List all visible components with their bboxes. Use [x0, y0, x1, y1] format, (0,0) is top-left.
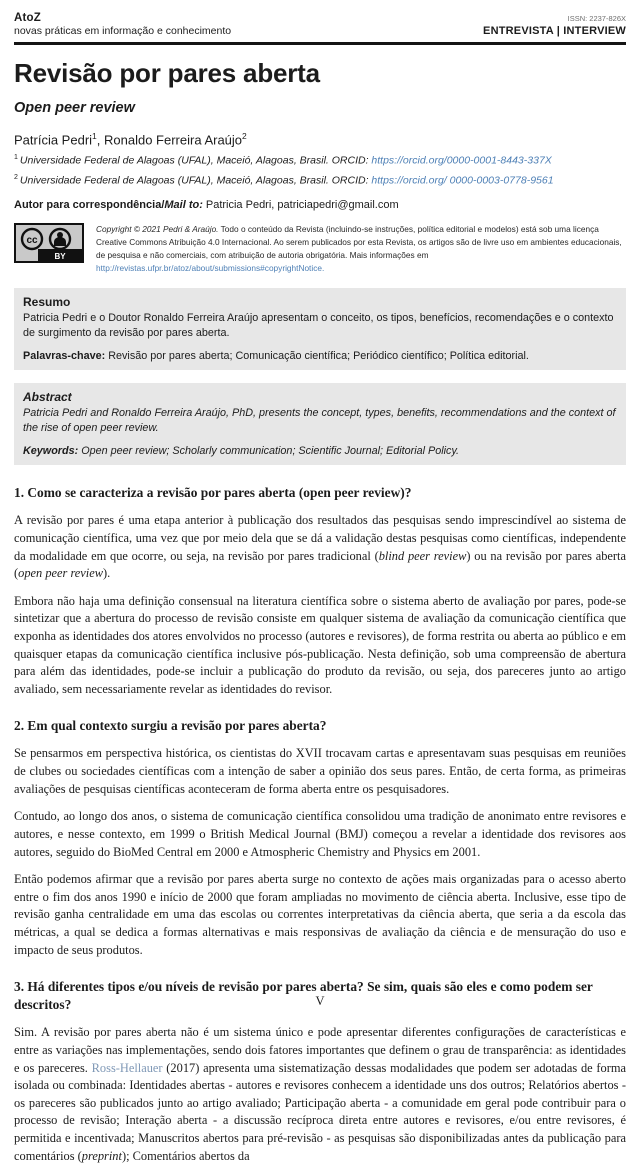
section-2-paragraph-3: Então podemos afirmar que a revisão por pares aberta surge no contexto de ações mais organizadas para o acesso aberto entre o fim dos anos 1990 e início de 2000 que foram ampliadas no movimento de ciência aberta. Inclusive, esse tipo de revisão ganha centralidade em uma das escolas ou correntes interpretativas da ciência aberta, que seria a da escola das métricas, a qual se dedica a formas alternativas e mais responsivas de avaliação da ciência e de mensuração do uso e impacto de seus produtos. — [14, 872, 626, 957]
correspondence-value: Patricia Pedri, patriciapedri@gmail.com — [205, 199, 399, 212]
journal-subtitle: novas práticas em informação e conhecimento — [14, 25, 232, 37]
abstract-heading: Abstract — [23, 389, 72, 404]
affiliation-2-superscript: 2 — [14, 173, 18, 181]
author-2-superscript: 2 — [242, 131, 247, 141]
section-2-heading: 2. Em qual contexto surgiu a revisão por pares aberta? — [14, 718, 327, 734]
emphasis-blind-peer-review: blind peer review — [378, 548, 467, 563]
author-2-name: Ronaldo Ferreira Araújo — [104, 132, 243, 148]
license-text — [96, 223, 626, 274]
header-rule — [14, 42, 626, 45]
cc-by-badge — [14, 223, 84, 268]
section-label: ENTREVISTA | INTERVIEW — [483, 25, 626, 37]
issn-label: ISSN: 2237-826X — [567, 14, 626, 23]
copyright-lead: Copyright © 2021 Pedri & Araújo. — [96, 224, 219, 235]
paragraph-text: ). — [103, 566, 111, 581]
section-1-paragraph-2: Embora não haja uma definição consensual na literatura científica sobre o sistema aberto de avaliação por pares, pode-se sintetizar que a abertura do processo de revisão consiste em qualquer sistema de avaliação da comunicação científica que exponha as identidades dos atores envolvidos no processo (autores e revisores), de forma restrita ou aberta ao público e em quaisquer etapas da comunicação científica inclusive pós-publicação. Nesta definição, sob uma compreensão de abertura para além das identidades, pode-se incluir a publicação do produto da revisão, ou seja, dos pareceres junto ao artigo avaliado, sem necessariamente revelar as identidades do revisor. — [14, 593, 626, 696]
resumo-box — [14, 288, 626, 370]
emphasis-open-peer-review: open peer review — [18, 566, 104, 581]
affiliation-1-superscript: 1 — [14, 154, 18, 162]
palavras-chave-value: Revisão por pares aberta; Comunicação científica; Periódico científico; Política editorial. — [105, 349, 529, 362]
affiliation-2-text: Universidade Federal de Alagoas (UFAL), Maceió, Alagoas, Brasil. ORCID: — [19, 174, 372, 187]
orcid-link-author-1[interactable]: https://orcid.org/0000-0001-8443-337X — [371, 154, 552, 167]
section-1-paragraph-1 — [14, 512, 626, 582]
svg-text:cc: cc — [26, 235, 38, 247]
journal-meta — [483, 14, 626, 37]
paragraph-text: (2017) apresenta uma sistematização dessas modalidades que podem ser adotadas de forma isolada ou combinada: Identidades abertas - autores e revisores conhecem a identidade uns dos outros; Relatórios abertos - os pareceres são publicados junto ao artigo avaliado; Participação aberta - a comunidade em geral pode contribuir para o processo de revisão; Interação aberta - a discussão recíproca direta entre autores e revisores, e/ou entre revisores, é permitida e incentivada; Manuscritos abertos para pré-revisão - as pesquisas são disponibilizadas antes da publicação para comentários ( — [14, 1060, 626, 1163]
keywords-label: Keywords: — [23, 445, 79, 458]
section-2-paragraph-1: Se pensarmos em perspectiva histórica, os cientistas do XVII trocavam cartas e apresentavam suas pesquisas em reuniões de clubes ou sociedades científicas com a intenção de saber a opinião dos seus pares. Então, de certa forma, as primeiras avaliações de pesquisas científicas aconteceram de forma aberta entre os pesquisadores. — [14, 746, 626, 796]
abstract-body: Patricia Pedri and Ronaldo Ferreira Araújo, PhD, presents the concept, types, benefits, recommendations and the context of the rise of open peer review. — [23, 406, 616, 435]
paragraph-text: Sim. A revisão por pares aberta não é um sistema único e pode apresentar diferentes configurações de características e entre as variações nas implementações, sendo dois fatores importantes que definem o grau de transparência: as identidades e os pareceres. — [14, 1025, 626, 1075]
resumo-body: Patricia Pedri e o Doutor Ronaldo Ferreira Araújo apresentam o conceito, os tipos, benefícios, recomendações e o contexto de surgimento da revisão por pares aberta. — [23, 311, 614, 339]
section-2-paragraph-2: Contudo, ao longo dos anos, o sistema de comunicação científica consolidou uma tradição de anonimato entre revisores e autores, e nesse contexto, em 1999 o British Medical Journal (BMJ) começou a revelar a identidade dos revisores aos autores, seguido do BioMed Central em 2000 e Atmospheric Chemistry and Physics em 2001. — [14, 809, 626, 859]
section-1-heading: 1. Como se caracteriza a revisão por pares aberta (open peer review)? — [14, 485, 412, 501]
author-1-superscript: 1 — [92, 131, 97, 141]
orcid-link-author-2[interactable]: https://orcid.org/ 0000-0003-0778-9561 — [371, 174, 554, 187]
affiliation-2 — [14, 174, 626, 187]
section-3-paragraph-1 — [14, 1024, 626, 1165]
correspondence-line — [14, 199, 626, 211]
abstract-keywords-line — [23, 445, 617, 457]
affiliation-1-text: Universidade Federal de Alagoas (UFAL), Maceió, Alagoas, Brasil. ORCID: — [19, 154, 372, 167]
correspondence-label-pt: Autor para correspondência/ — [14, 199, 165, 212]
ross-hellauer-citation-link[interactable]: Ross-Hellauer — [91, 1060, 163, 1075]
palavras-chave-label: Palavras-chave: — [23, 349, 106, 362]
paragraph-text: A revisão por pares é uma etapa anterior à publicação dos resultados das pesquisas sendo imprescindível ao sistema de comunicação científica, uma vez que por meio dela que se dá a validação destas pesquisas como científicas, independente da modalidade em que ocorre, ou seja, na revisão por pares tradicional ( — [14, 513, 626, 563]
correspondence-label-en: Mail to: — [164, 199, 203, 212]
affiliation-1 — [14, 154, 626, 167]
author-1-name: Patrícia Pedri — [14, 132, 93, 148]
resumo-keywords-line — [23, 350, 617, 362]
article-title: Revisão por pares aberta — [14, 58, 320, 88]
journal-name: AtoZ — [14, 12, 41, 24]
copyright-notice-link[interactable]: http://revistas.ufpr.br/atoz/about/submissions#copyrightNotice. — [96, 262, 325, 273]
license-block — [14, 223, 626, 274]
cc-by-badge-icon — [14, 223, 84, 263]
cc-by-label: BY — [54, 252, 66, 262]
authors-line — [14, 131, 626, 147]
section-3-heading: 3. Há diferentes tipos e/ou níveis de revisão por pares aberta? Se sim, quais são eles e como podem ser descritos? — [14, 979, 593, 1013]
article-title-en: Open peer review — [14, 100, 135, 116]
journal-header — [14, 12, 626, 45]
emphasis-preprint: preprint — [81, 1148, 122, 1163]
page-number: V — [315, 994, 325, 1008]
paragraph-text: ); Comentários abertos da — [121, 1148, 250, 1163]
authors-separator: , — [96, 132, 105, 148]
license-body: Todo o conteúdo da Revista (incluindo-se instruções, política editorial e modelos) está sob uma licença Creative Commons Atribuição 4.0 Internacional. Ao serem publicados por esta Revista, os artigos são de livre uso em ambientes educacionais, de pesquisa e não comerciais, com atribuição de autoria obrigatória. Mais informações em — [96, 224, 622, 261]
paragraph-text: ) ou na revisão por pares aberta ( — [14, 548, 626, 581]
abstract-box — [14, 383, 626, 465]
resumo-heading: Resumo — [23, 294, 71, 309]
journal-identity — [14, 12, 231, 37]
keywords-value: Open peer review; Scholarly communication; Scientific Journal; Editorial Policy. — [78, 445, 460, 458]
